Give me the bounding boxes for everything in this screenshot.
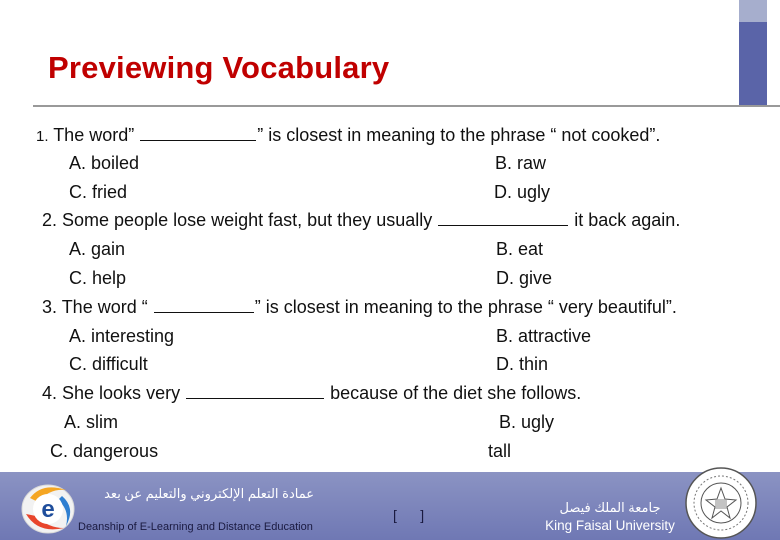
slide-number-placeholder: [ ]: [393, 507, 425, 523]
option-1c: C. fried: [69, 182, 128, 202]
option-3b: B. attractive: [496, 326, 592, 346]
option-3a: A. interesting: [69, 326, 175, 346]
deanship-name-arabic: عمادة التعلم الإلكتروني والتعليم عن بعد: [104, 486, 314, 501]
option-2d: D. give: [496, 268, 553, 288]
accent-bar-top: [739, 0, 767, 22]
question-4: [42, 383, 581, 404]
option-1a: A. boiled: [69, 153, 140, 173]
option-4d: tall: [488, 441, 512, 461]
option-4b: B. ugly: [499, 412, 555, 432]
option-1b: B. raw: [495, 153, 547, 173]
logo-letter: e: [41, 496, 55, 523]
option-2b: B. eat: [496, 239, 544, 259]
question-3-text-before: 3. The word “: [42, 297, 153, 317]
question-1: [36, 125, 660, 146]
deanship-name-english: Deanship of E-Learning and Distance Education: [78, 521, 313, 533]
answer-blank: [140, 139, 256, 141]
question-3: [42, 297, 677, 318]
option-3d: D. thin: [496, 354, 549, 374]
answer-blank: [186, 397, 324, 399]
question-1-number: 1.: [36, 128, 49, 145]
question-2-text-after: it back again.: [569, 210, 681, 230]
university-name-english: King Faisal University: [545, 518, 675, 533]
option-2c: C. help: [69, 268, 127, 288]
university-name-arabic: جامعة الملك فيصل: [559, 500, 661, 515]
elearning-logo-icon: [18, 476, 80, 536]
option-1d: D. ugly: [494, 182, 551, 202]
question-1-text-before: The word”: [48, 125, 140, 145]
slide-title: Previewing Vocabulary: [48, 50, 390, 85]
option-3c: C. difficult: [69, 354, 148, 374]
question-3-text-after: ” is closest in meaning to the phrase “ very beautiful”.: [254, 297, 677, 317]
answer-blank: [154, 311, 254, 313]
option-4c: C. dangerous: [50, 441, 159, 461]
question-1-text-after: ” is closest in meaning to the phrase “ not cooked”.: [257, 125, 661, 145]
option-4a: A. slim: [64, 412, 118, 432]
question-2-text-before: 2. Some people lose weight fast, but they usually: [42, 210, 438, 230]
accent-bar: [739, 22, 767, 106]
answer-blank: [438, 224, 568, 226]
question-4-text-before: 4. She looks very: [42, 383, 186, 403]
title-divider: [33, 105, 780, 107]
question-2: [42, 210, 680, 231]
question-4-text-after: because of the diet she follows.: [325, 383, 582, 403]
option-2a: A. gain: [69, 239, 126, 259]
university-seal-icon: [684, 466, 758, 540]
